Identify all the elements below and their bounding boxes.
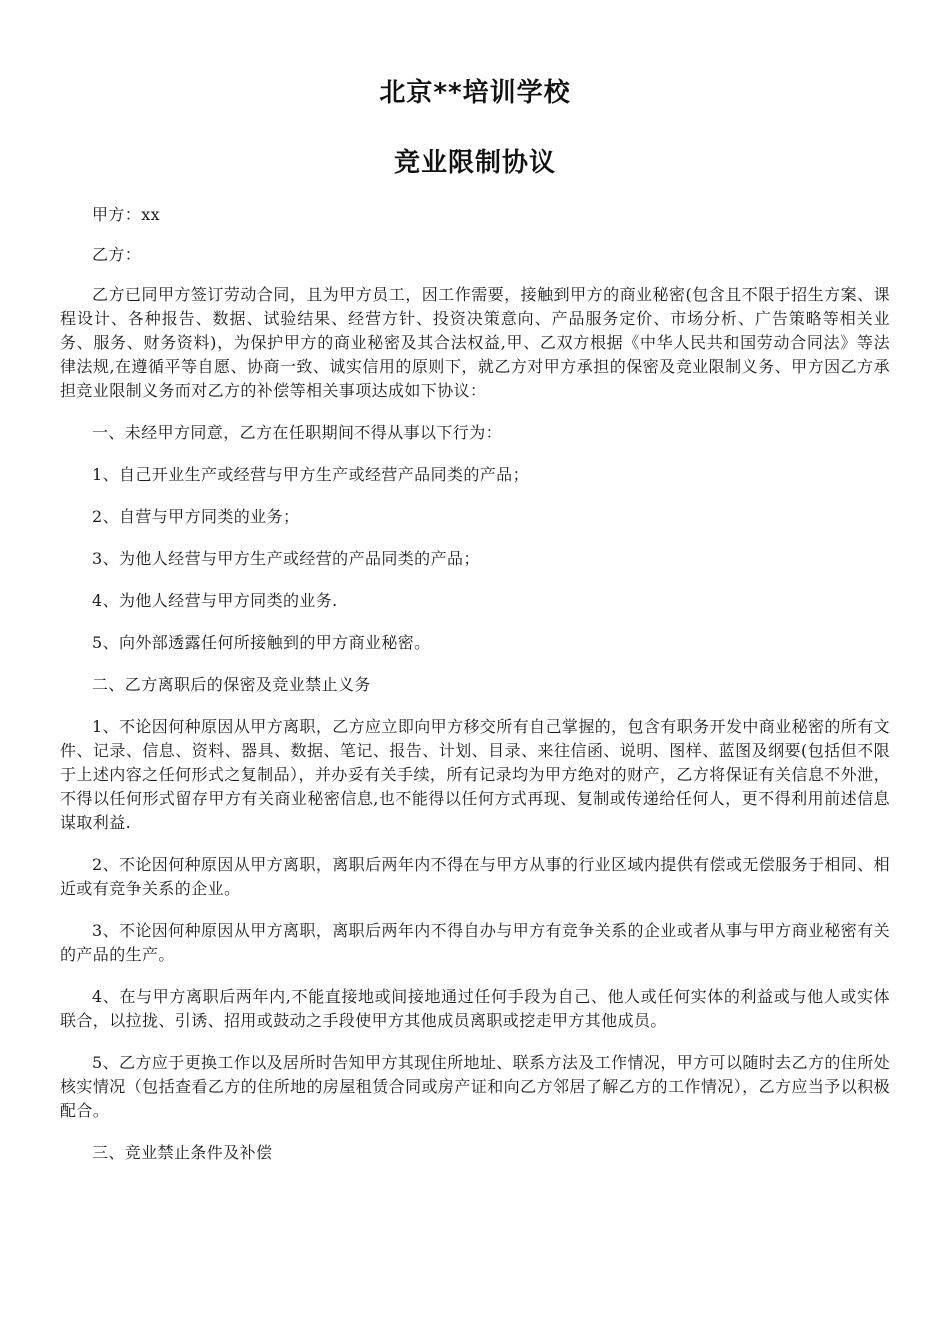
document-subtitle: 竞业限制协议 <box>393 148 556 178</box>
clause-1-5: 5、向外部透露任何所接触到的甲方商业秘密。 <box>92 633 431 652</box>
party-a-line: 甲方：xx <box>92 205 161 224</box>
clause-2-2: 2、不论因何种原因从甲方离职，离职后两年内不得在与甲方从事的行业区域内提供有偿或无偿服务于相同、相近或有竞争关系的企业。 <box>60 855 890 898</box>
clause-2-1: 1、不论因何种原因从甲方离职，乙方应立即向甲方移交所有自己掌握的，包含有职务开发中商业秘密的所有文件、记录、信息、资料、器具、数据、笔记、报告、计划、目录、来往信函、说明、图样、蓝图及纲要(包括但不限于上述内容之任何形式之复制品），并办妥有关手续，所有记录均为甲方绝对的财产，乙方将保证有关信息不外泄，不得以任何形式留存甲方有关商业秘密信息,也不能得以任何方式再现、复制或传递给任何人，更不得利用前述信息谋取利益. <box>60 717 890 832</box>
section-heading-1: 一、未经甲方同意，乙方在任职期间不得从事以下行为： <box>92 423 503 442</box>
document-body <box>60 203 890 1183</box>
section-heading-3: 三、竞业禁止条件及补偿 <box>92 1143 273 1162</box>
clause-2-5: 5、乙方应于更换工作以及居所时告知甲方其现住所地址、联系方法及工作情况，甲方可以随时去乙方的住所处核实情况（包括查看乙方的住所地的房屋租赁合同或房产证和向乙方邻居了解乙方的工作情况），乙方应当予以积极配合。 <box>60 1053 890 1120</box>
clause-1-2: 2、自营与甲方同类的业务； <box>92 507 300 526</box>
section-heading-2: 二、乙方离职后的保密及竞业禁止义务 <box>92 675 371 694</box>
preamble-paragraph: 乙方已同甲方签订劳动合同，且为甲方员工，因工作需要，接触到甲方的商业秘密(包含且不限于招生方案、课程设计、各种报告、数据、试验结果、经营方针、投资决策意向、产品服务定价、市场分析、广告策略等相关业务、服务、财务资料)，为保护甲方的商业秘密及其合法权益,甲、乙双方根据《中华人民共和国劳动合同法》等法律法规,在遵循平等自愿、协商一致、诚实信用的原则下，就乙方对甲方承担的保密及竞业限制义务、甲方因乙方承担竞业限制义务而对乙方的补偿等相关事项达成如下协议： <box>60 285 890 400</box>
clause-1-4: 4、为他人经营与甲方同类的业务. <box>92 591 338 610</box>
clause-2-3: 3、不论因何种原因从甲方离职，离职后两年内不得自办与甲方有竞争关系的企业或者从事与甲方商业秘密有关的产品的生产。 <box>60 921 890 964</box>
clause-2-4: 4、在与甲方离职后两年内,不能直接地或间接地通过任何手段为自己、他人或任何实体的利益或与他人或实体联合，以拉拢、引诱、招用或鼓动之手段使甲方其他成员离职或挖走甲方其他成员。 <box>60 987 890 1030</box>
clause-1-3: 3、为他人经营与甲方生产或经营的产品同类的产品； <box>92 549 480 568</box>
document-title: 北京**培训学校 <box>379 78 571 108</box>
party-b-line: 乙方： <box>92 245 142 264</box>
clause-1-1: 1、自己开业生产或经营与甲方生产或经营产品同类的产品； <box>92 465 529 484</box>
